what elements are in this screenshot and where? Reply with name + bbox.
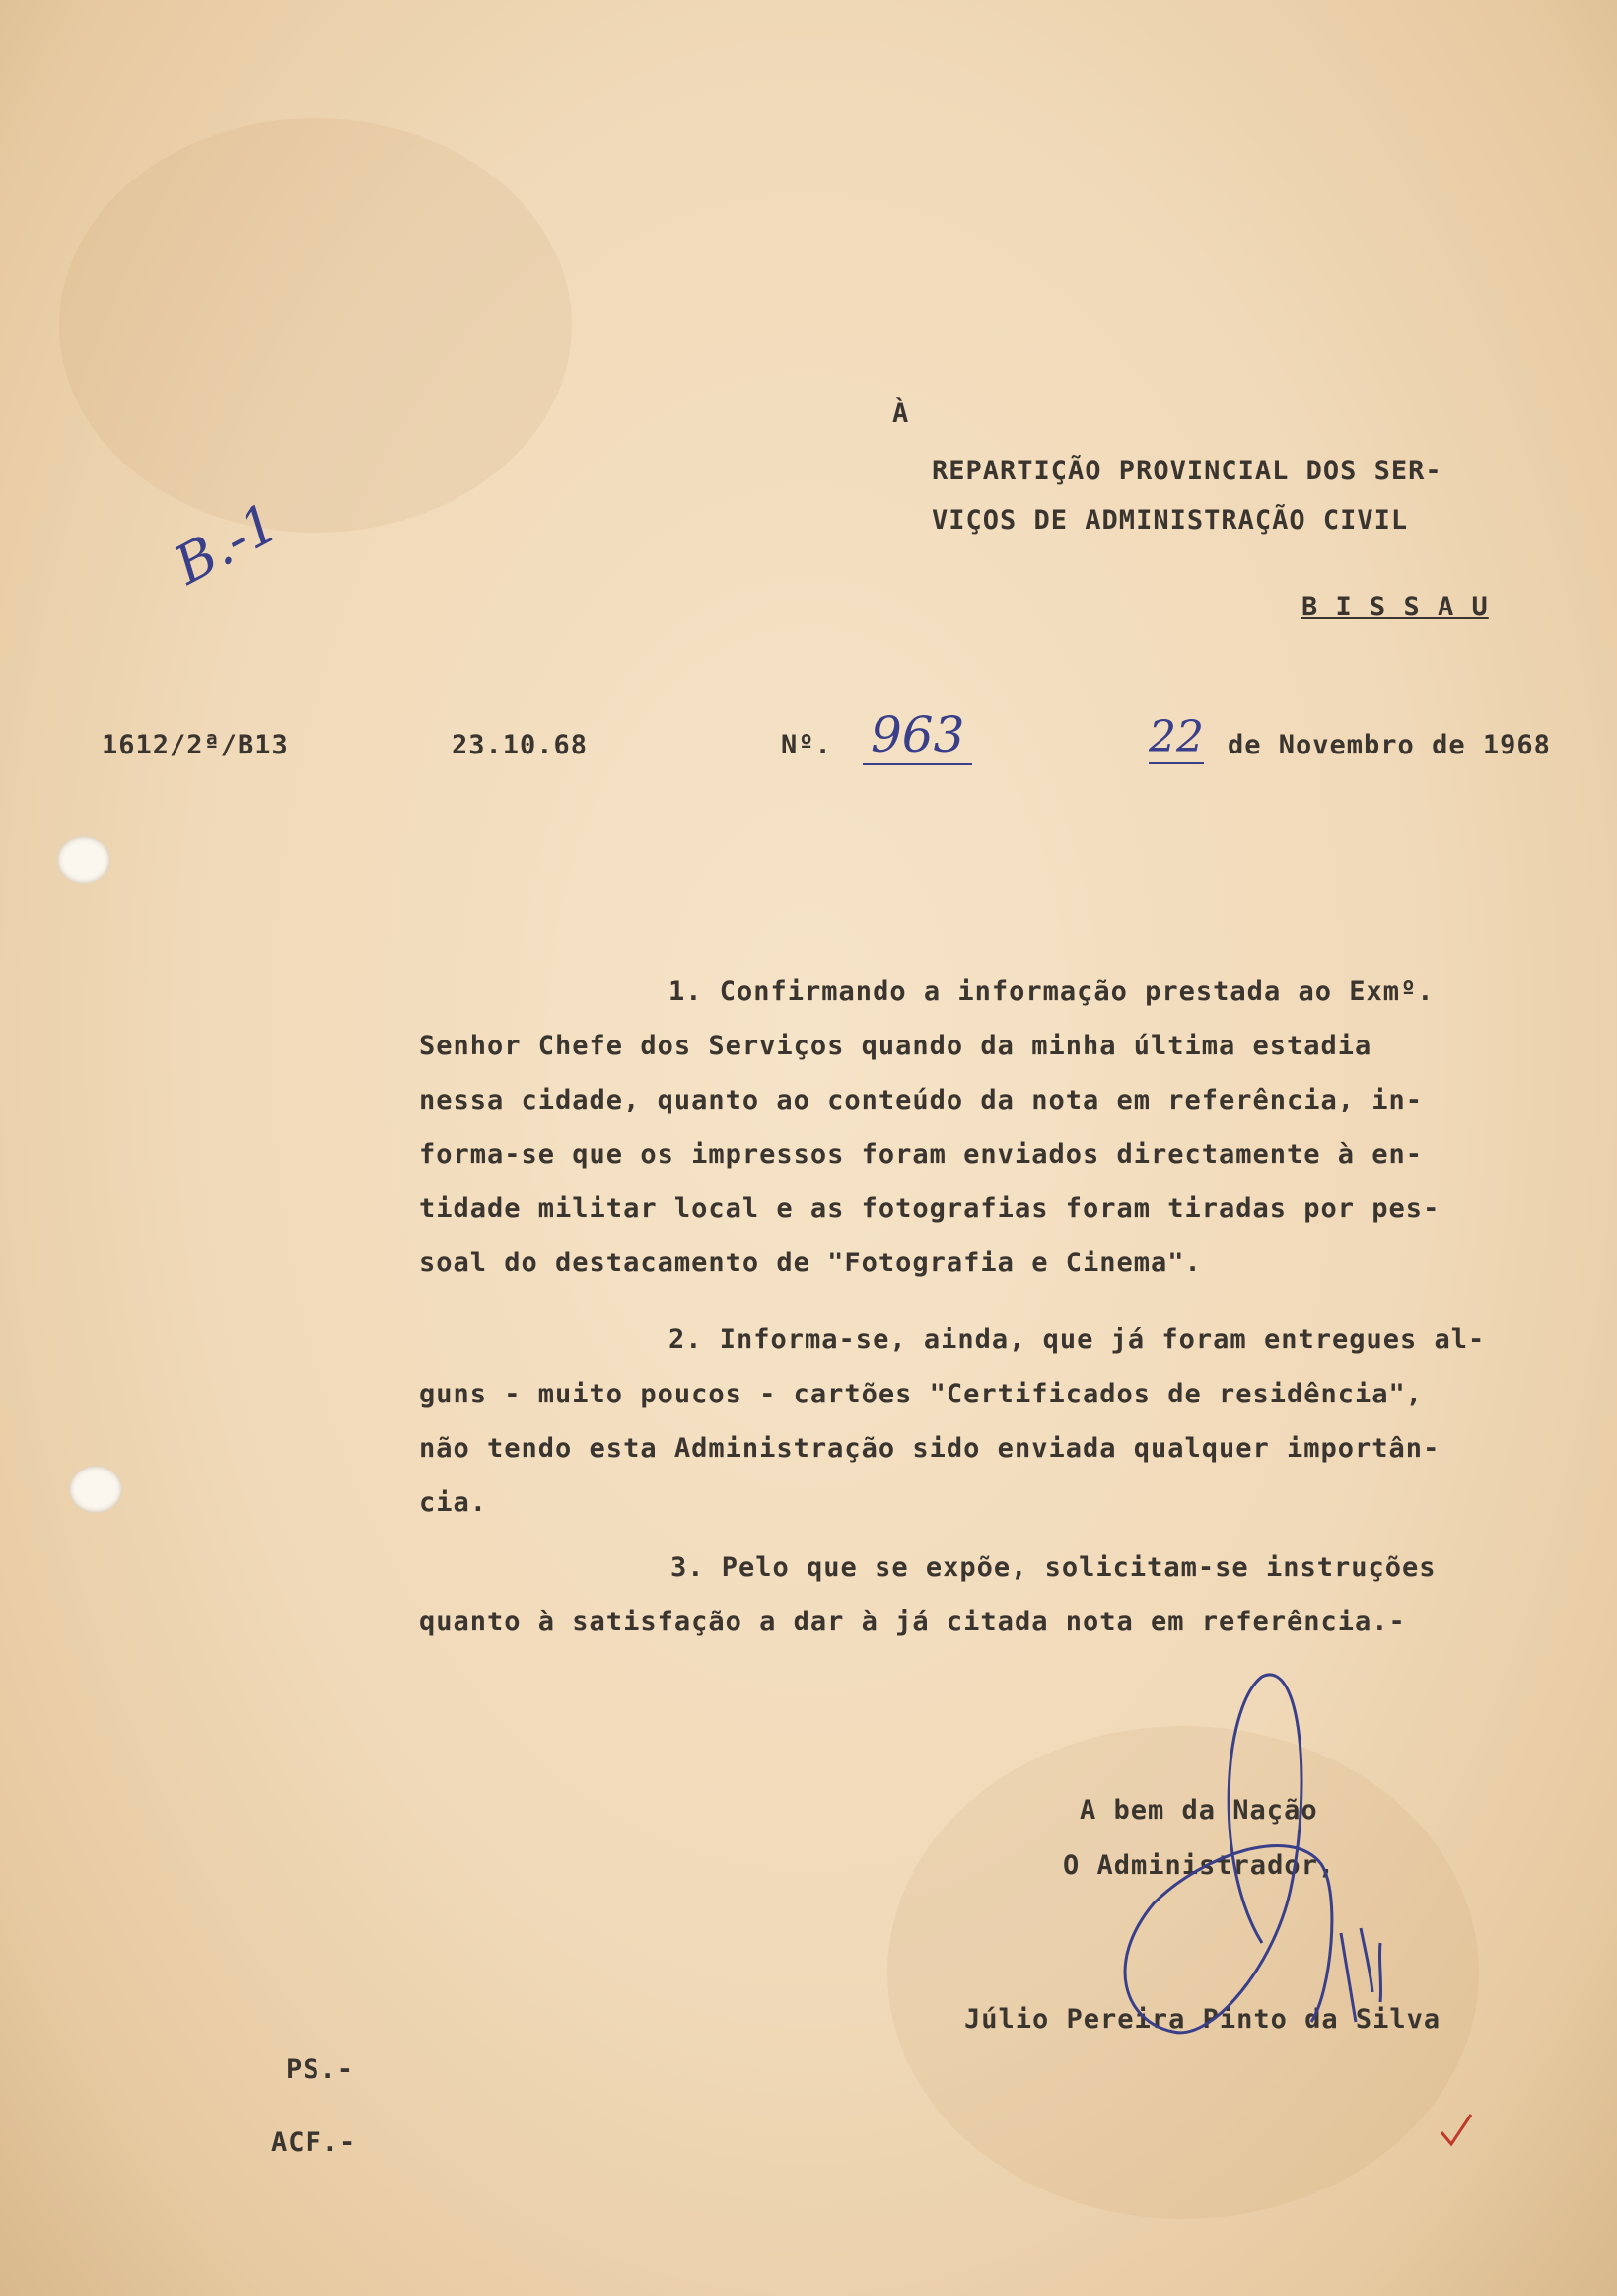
body-p1-line: 1. Confirmando a informação prestada ao Exmº. bbox=[668, 976, 1435, 1007]
body-p1-line: soal do destacamento de "Fotografia e Cinema". bbox=[419, 1248, 1202, 1278]
reference-code: 1612/2ª/B13 bbox=[102, 730, 289, 760]
footer-ps: PS.- bbox=[286, 2054, 355, 2085]
addressee-line-2: VIÇOS DE ADMINISTRAÇÃO CIVIL bbox=[932, 505, 1409, 536]
addressee-prefix: À bbox=[892, 398, 910, 429]
addressee-city: B I S S A U bbox=[1301, 592, 1489, 622]
closing-salutation: A bem da Nação bbox=[1080, 1795, 1318, 1826]
body-p1-line: nessa cidade, quanto ao conteúdo da nota em referência, in- bbox=[419, 1085, 1424, 1115]
body-p3-line: 3. Pelo que se expõe, solicitam-se instruções bbox=[670, 1552, 1437, 1583]
body-p1-line: tidade militar local e as fotografias foram tiradas por pes- bbox=[419, 1193, 1441, 1224]
closing-title: O Administrador, bbox=[1063, 1850, 1336, 1881]
letter-day: 22 bbox=[1149, 712, 1204, 762]
body-p2-line: guns - muito poucos - cartões "Certificados de residência", bbox=[419, 1379, 1424, 1409]
body-p1-line: Senhor Chefe dos Serviços quando da minha última estadia bbox=[419, 1031, 1372, 1061]
margin-note: B.-1 bbox=[164, 490, 289, 598]
red-check-icon bbox=[1438, 2111, 1477, 2150]
letter-number: 963 bbox=[863, 706, 972, 765]
body-p3-line: quanto à satisfação a dar à já citada nota em referência.- bbox=[419, 1607, 1406, 1637]
number-label: Nº. bbox=[781, 730, 832, 760]
body-p2-line: cia. bbox=[419, 1487, 488, 1518]
handwritten-signature bbox=[1065, 1667, 1420, 2101]
letter-date: de Novembro de 1968 bbox=[1228, 730, 1551, 760]
body-p2-line: 2. Informa-se, ainda, que já foram entregues al- bbox=[668, 1325, 1486, 1355]
body-p2-line: não tendo esta Administração sido enviada qualquer importân- bbox=[419, 1433, 1441, 1464]
punch-hole-bottom bbox=[69, 1466, 122, 1513]
addressee-line-1: REPARTIÇÃO PROVINCIAL DOS SER- bbox=[932, 456, 1442, 486]
body-p1-line: forma-se que os impressos foram enviados directamente à en- bbox=[419, 1139, 1424, 1170]
paper-stain bbox=[59, 118, 572, 533]
punch-hole-top bbox=[57, 836, 110, 884]
signer-name: Júlio Pereira Pinto da Silva bbox=[964, 2004, 1441, 2035]
reference-date: 23.10.68 bbox=[452, 730, 589, 760]
footer-acf: ACF.- bbox=[271, 2127, 357, 2158]
